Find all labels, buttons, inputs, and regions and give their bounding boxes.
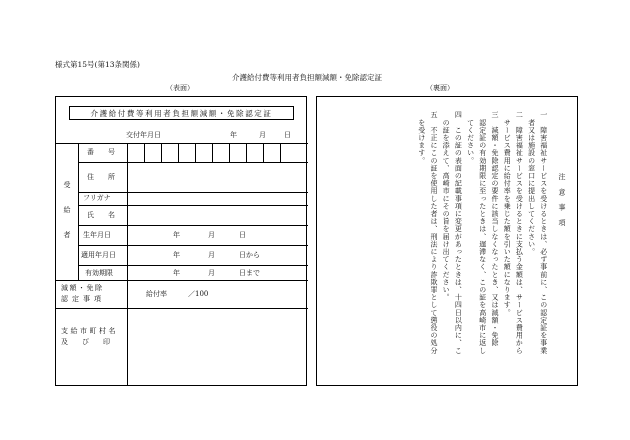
applicable-month: 月 [208, 251, 215, 259]
digit-box [246, 143, 247, 162]
birth-year: 年 [173, 231, 180, 239]
digit-box [229, 143, 230, 162]
digit-box [178, 143, 179, 162]
name-label: 氏 名 [87, 211, 115, 219]
recipient-label: 受給者 [63, 181, 71, 256]
reduction-label-2: 認定事項 [61, 295, 105, 303]
note-line: 者又は施設の窓口に提出してください。 [527, 111, 536, 256]
digit-box [144, 143, 145, 162]
reduction-divider [127, 280, 128, 308]
note-line: 五 不正にこの証を使用した者は、刑法により詐欺罪として懲役の処分 [429, 111, 438, 355]
digit-box [280, 143, 281, 162]
recipient-column-divider [78, 143, 79, 280]
address-label: 住 所 [87, 173, 115, 181]
issue-month: 月 [259, 131, 266, 139]
row-line [56, 308, 308, 309]
digit-box [212, 143, 213, 162]
row-line [78, 205, 308, 206]
birth-label: 生年月日 [83, 231, 111, 239]
digit-box [161, 143, 162, 162]
back-side-label: （裏面） [426, 84, 454, 92]
municipality-label-1: 支給市町村名 [61, 327, 118, 335]
validity-month: 月 [208, 269, 215, 277]
reduction-label-1: 減額・免除 [61, 284, 104, 292]
digit-box [263, 143, 264, 162]
row-line [56, 280, 308, 281]
municipality-divider [127, 308, 128, 385]
applicable-date-label: 適用年月日 [81, 251, 116, 259]
table-top-line [56, 143, 308, 144]
digit-box [195, 143, 196, 162]
notes-heading: 注 意 事 項 [558, 173, 566, 227]
notes-text [416, 111, 568, 375]
birth-day: 日 [239, 231, 246, 239]
issue-day: 日 [284, 131, 291, 139]
row-line [78, 265, 308, 266]
applicable-year: 年 [173, 251, 180, 259]
note-line: てください。 [466, 111, 475, 165]
document-title: 介護給付費等利用者負担額減額・免除認定証 [232, 73, 382, 82]
validity-label: 有効期限 [85, 269, 113, 277]
row-line [78, 192, 308, 193]
benefit-rate: 給付率 ／100 [146, 290, 209, 298]
back-card [316, 96, 578, 386]
row-line [78, 162, 308, 163]
note-line: 二 障害福祉サービスを受けるときに支払う金額は、サービス費用から [515, 111, 524, 355]
front-card [55, 96, 307, 386]
label-value-divider [127, 143, 128, 280]
note-line: 四 この証の表面の記載事項に変更があったときは、十四日以内に、こ [454, 111, 463, 355]
validity-day: 日まで [239, 269, 260, 277]
card-title: 介護給付費等利用者負担額減額・免除認定証 [69, 106, 294, 120]
number-label: 番 号 [87, 148, 115, 156]
note-line: 一 障害福祉サービスを受けるときは、必ず事前に、この認定証を事業 [539, 111, 548, 355]
note-line: を受けます。 [417, 111, 426, 165]
note-line: サービス費用に給付率を乗じた額を引いた額になります。 [503, 111, 512, 317]
applicable-day: 日から [239, 251, 260, 259]
municipality-label-2: 及 び 印 [61, 338, 110, 346]
note-line: 三 減額・免除認定の要件に該当しなくなったとき、又は減額・免除 [490, 111, 499, 347]
issue-year: 年 [230, 131, 237, 139]
row-line [78, 245, 308, 246]
note-line: 認定証の有効期限に至ったときは、遅滞なく、この証を高崎市に返し [478, 111, 487, 355]
birth-month: 月 [208, 231, 215, 239]
note-line: の証を添えて、高崎市にその旨を届け出てください。 [442, 111, 451, 301]
furigana-label: フリガナ [83, 194, 111, 202]
issue-date-label: 交付年月日 [126, 131, 161, 139]
form-number: 様式第15号(第13条関係) [55, 60, 140, 69]
validity-year: 年 [173, 269, 180, 277]
front-side-label: （表面） [166, 84, 194, 92]
row-line [78, 225, 308, 226]
